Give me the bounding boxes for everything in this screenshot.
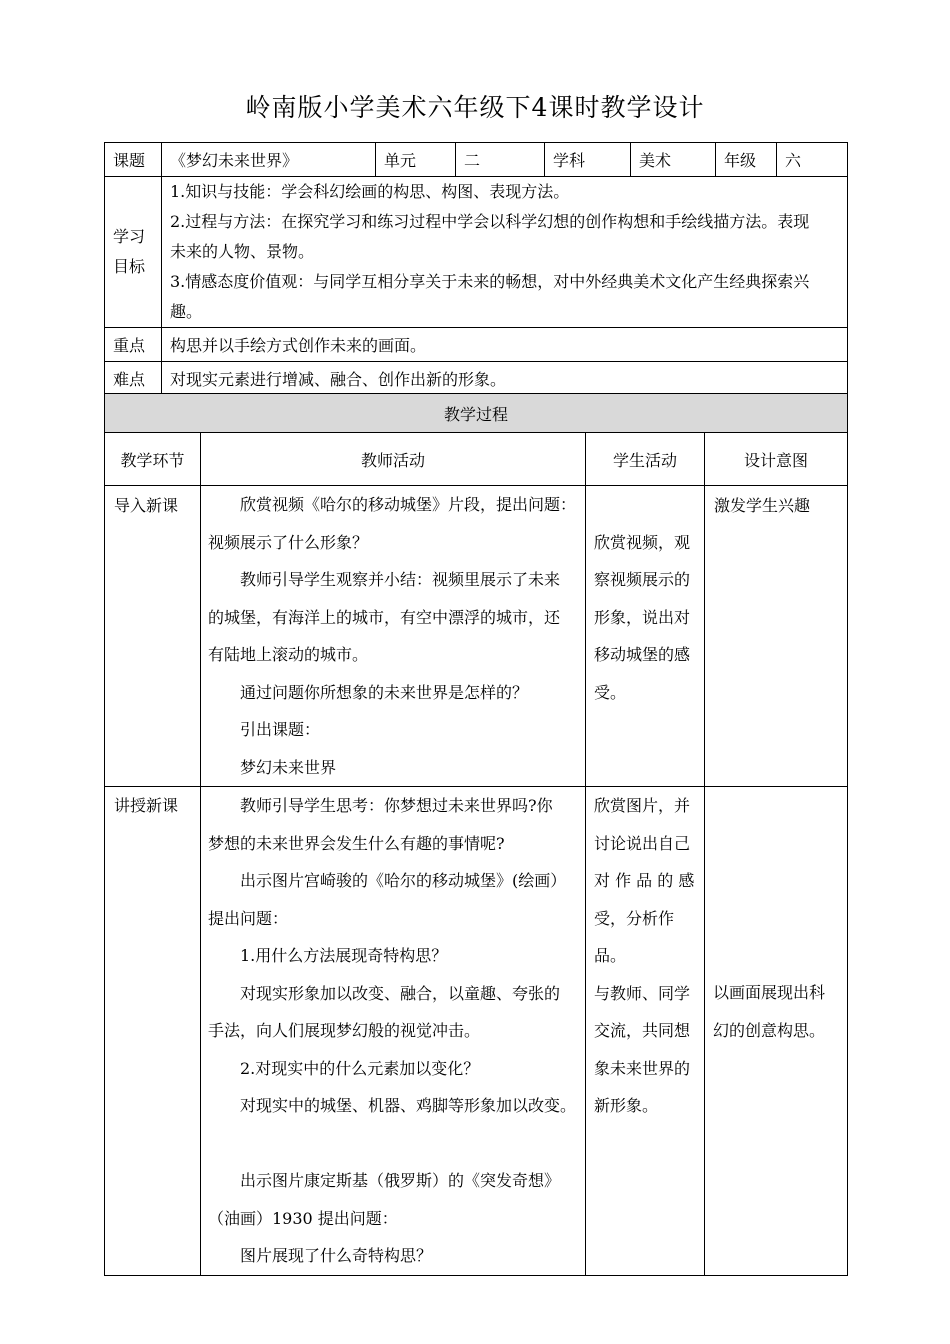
- teacher-line: 引出课题：: [240, 720, 321, 739]
- label-difficulty: 难点: [105, 362, 162, 396]
- table-row: [105, 486, 848, 787]
- stage-cell: [105, 486, 201, 787]
- intent-cell: [705, 787, 848, 1276]
- label-subject: 学科: [545, 143, 631, 177]
- teacher-line: 手法，向人们展现梦幻般的视觉冲击。: [208, 1021, 481, 1040]
- teacher-line: 1.用什么方法展现奇特构思？: [240, 946, 448, 965]
- student-line: 对 作 品 的 感: [594, 871, 695, 890]
- student-activity: [586, 787, 705, 1276]
- stage-cell: [105, 787, 201, 1276]
- value-subject: 美术: [631, 143, 716, 177]
- teacher-line: 教师引导学生思考：你梦想过未来世界吗?你: [240, 796, 553, 815]
- teacher-line: 对现实中的城堡、机器、鸡脚等形象加以改变。: [240, 1096, 577, 1115]
- student-line: 讨论说出自己: [594, 833, 691, 853]
- student-line: 察视频展示的: [594, 570, 691, 589]
- teacher-activity: [201, 787, 586, 1276]
- teacher-line: 的城堡，有海洋上的城市，有空中漂浮的城市，还: [208, 607, 561, 627]
- intent-line: 幻的创意构思。: [713, 1020, 826, 1040]
- teacher-line: 出示图片康定斯基（俄罗斯）的《突发奇想》: [240, 1171, 561, 1190]
- table-row: [105, 787, 848, 1276]
- stage-label: 导入新课: [114, 496, 179, 515]
- teacher-line: 出示图片宫崎骏的《哈尔的移动城堡》(绘画）: [240, 871, 567, 890]
- col-header-student: 学生活动: [586, 433, 705, 486]
- student-line: 受。: [594, 682, 627, 702]
- student-line: 与教师、同学: [594, 983, 691, 1003]
- label-goals: [105, 177, 162, 328]
- teacher-line: 视频展示了什么形象？: [208, 532, 369, 552]
- section-band: 教学过程: [105, 394, 848, 433]
- lesson-info-table: [104, 142, 848, 396]
- value-topic: 《梦幻未来世界》: [162, 143, 376, 177]
- label-unit: 单元: [376, 143, 456, 177]
- teacher-line: 教师引导学生观察并小结：视频里展示了未来: [240, 570, 561, 589]
- goal-line: 1.知识与技能：学会科幻绘画的构思、构图、表现方法。: [170, 182, 570, 201]
- goals-text: [162, 177, 848, 328]
- student-line: 欣赏视频，观: [594, 532, 691, 552]
- col-header-stage: 教学环节: [105, 433, 201, 486]
- intent-cell: [705, 486, 848, 787]
- intent-text: 激发学生兴趣: [714, 496, 811, 515]
- student-line: 交流，共同想: [594, 1021, 691, 1040]
- goal-line: 2.过程与方法：在探究学习和练习过程中学会以科学幻想的创作构想和手绘线描方法。表现: [170, 212, 810, 231]
- value-key: 构思并以手绘方式创作未来的画面。: [162, 328, 848, 362]
- goal-line: 3.情感态度价值观：与同学互相分享关于未来的畅想，对中外经典美术文化产生经典探索兴: [170, 272, 810, 291]
- teacher-line: 梦想的未来世界会发生什么有趣的事情呢?: [208, 833, 505, 853]
- teacher-line: 对现实形象加以改变、融合，以童趣、夸张的: [240, 983, 561, 1003]
- student-activity: [586, 486, 705, 787]
- teacher-line: 梦幻未来世界: [240, 757, 337, 777]
- label-goals-line2: 目标: [113, 257, 146, 276]
- document-title: 岭南版小学美术六年级下4课时教学设计: [245, 93, 705, 122]
- teacher-line: 通过问题你所想象的未来世界是怎样的？: [240, 682, 529, 702]
- teacher-line: 欣赏视频《哈尔的移动城堡》片段，提出问题：: [240, 495, 577, 514]
- value-grade: 六: [777, 143, 848, 177]
- value-unit: 二: [456, 143, 545, 177]
- teacher-line: 有陆地上滚动的城市。: [208, 645, 369, 664]
- student-line: 象未来世界的: [594, 1058, 691, 1078]
- teacher-activity: [201, 486, 586, 787]
- student-line: 受，分析作品。: [594, 908, 675, 965]
- label-key: 重点: [105, 328, 162, 362]
- value-difficulty: 对现实元素进行增减、融合、创作出新的形象。: [162, 362, 848, 396]
- teacher-line: 图片展现了什么奇特构思？: [240, 1246, 433, 1265]
- goal-line: 未来的人物、景物。: [170, 242, 315, 261]
- teacher-line: （油画）1930 提出问题：: [208, 1208, 398, 1228]
- label-goals-line1: 学习: [113, 227, 146, 246]
- goal-line: 趣。: [170, 302, 203, 321]
- intent-line: 以画面展现出科: [713, 983, 826, 1002]
- label-topic: 课题: [105, 143, 162, 177]
- label-grade: 年级: [716, 143, 777, 177]
- col-header-intent: 设计意图: [705, 433, 848, 486]
- student-line: 欣赏图片，并: [594, 796, 691, 815]
- stage-label: 讲授新课: [114, 796, 179, 815]
- student-line: 新形象。: [594, 1096, 659, 1115]
- teacher-line: 2.对现实中的什么元素加以变化？: [240, 1058, 480, 1078]
- student-line: 形象，说出对: [594, 607, 691, 627]
- teacher-line: 提出问题：: [208, 908, 289, 928]
- student-line: 移动城堡的感: [594, 645, 691, 664]
- col-header-teacher: 教师活动: [201, 433, 586, 486]
- teaching-process-table: [104, 393, 848, 1276]
